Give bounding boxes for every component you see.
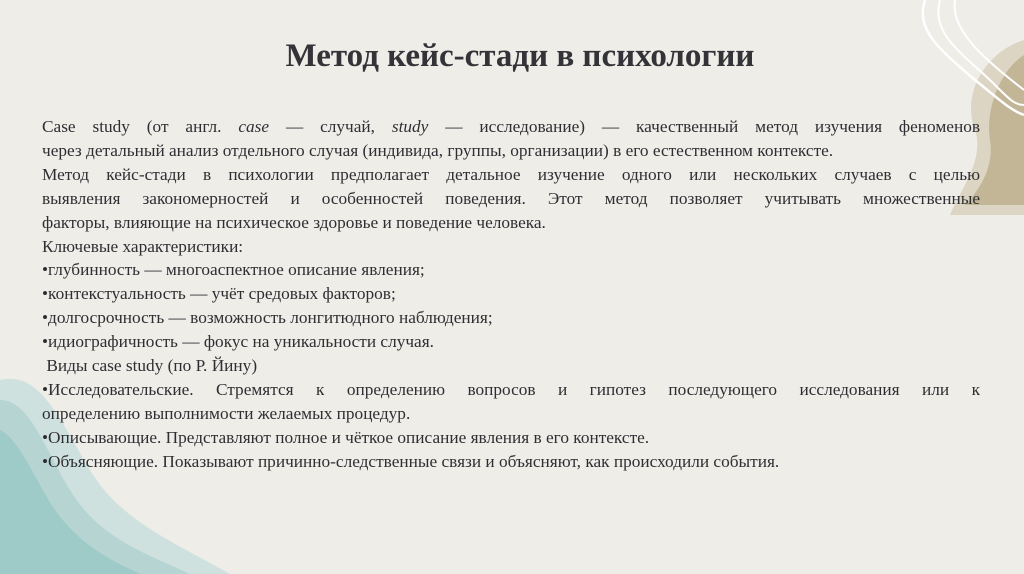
characteristic-item: •идиографичность — фокус на уникальности случая.: [42, 332, 434, 352]
intro-line: [42, 115, 980, 139]
intro-line: факторы, влияющие на психическое здоровье и поведение человека.: [42, 212, 546, 232]
type-item: •Описывающие. Представляют полное и чёткое описание явления в его контексте.: [42, 427, 650, 447]
types-heading: Виды case study (по Р. Йину): [42, 356, 258, 376]
text: Case study (от англ.: [42, 117, 239, 136]
slide-body: [42, 115, 980, 474]
text: — исследование) — качественный метод изучения феноменов: [428, 117, 981, 136]
slide-title: Метод кейс-стади в психологии: [285, 38, 755, 74]
term-study: study: [391, 117, 429, 136]
intro-line: выявления закономерностей и особенностей поведения. Этот метод позволяет учитывать множественные: [42, 188, 980, 208]
type-item-continuation: определению выполнимости желаемых процедур.: [42, 403, 411, 423]
characteristic-item: •глубинность — многоаспектное описание явления;: [42, 260, 425, 280]
characteristic-item: •контекстуальность — учёт средовых факторов;: [42, 284, 396, 304]
intro-line: Метод кейс-стади в психологии предполагает детальное изучение одного или нескольких случаев с целью: [42, 164, 980, 184]
text: — случай,: [269, 117, 392, 136]
characteristics-heading: Ключевые характеристики:: [42, 236, 244, 256]
type-item: •Исследовательские. Стремятся к определению вопросов и гипотез последующего исследования или к: [42, 379, 980, 399]
type-item: •Объясняющие. Показывают причинно-следственные связи и объясняют, как происходили события.: [42, 451, 780, 471]
intro-line: через детальный анализ отдельного случая (индивида, группы, организации) в его естественном контексте.: [42, 140, 834, 160]
term-case: case: [238, 117, 270, 136]
characteristic-item: •долгосрочность — возможность лонгитюдного наблюдения;: [42, 308, 493, 328]
